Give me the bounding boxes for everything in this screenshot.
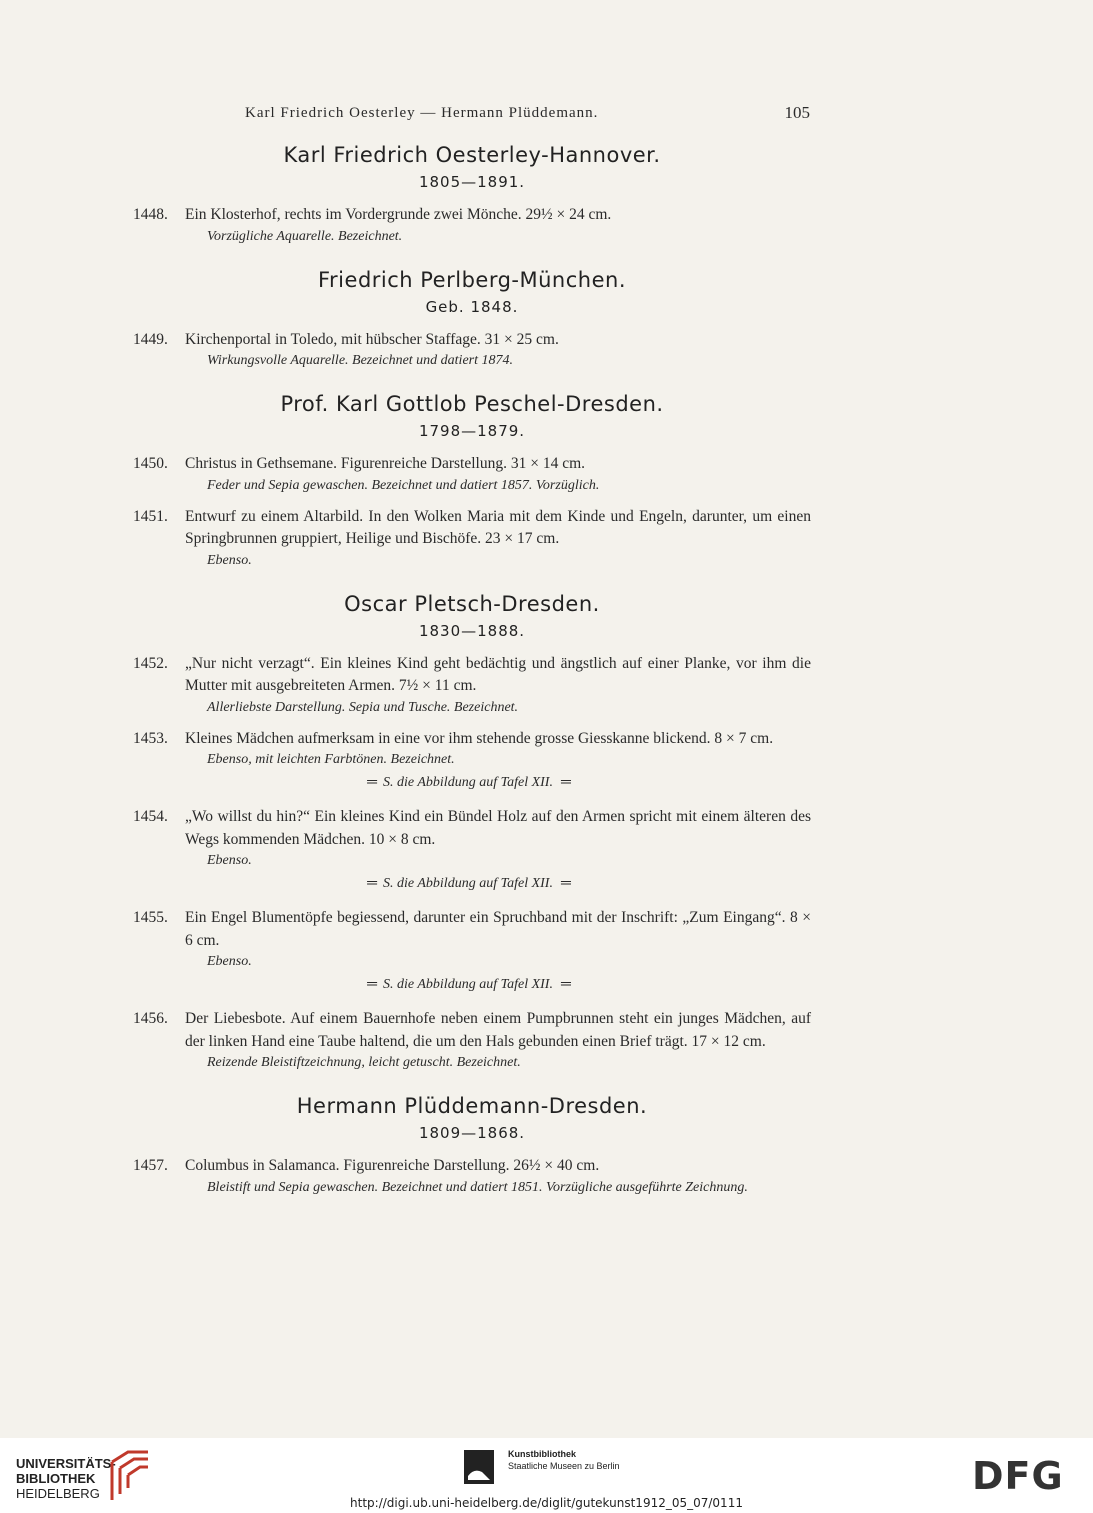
page-header (245, 103, 810, 127)
library-name-line: UNIVERSITÄTS- (16, 1456, 116, 1471)
artist-heading: Prof. Karl Gottlob Peschel-Dresden. (280, 392, 664, 416)
catalog-content (133, 140, 811, 1198)
artist-section (133, 265, 811, 319)
entry-text: Kirchenportal in Toledo, mit hübscher Staffage. 31 × 25 cm. (185, 330, 559, 348)
artist-heading: Oscar Pletsch-Dresden. (344, 591, 600, 616)
entry-note: Feder und Sepia gewaschen. Bezeichnet und datiert 1857. Vorzüglich. (207, 477, 600, 493)
entry-text: Entwurf zu einem Altarbild. In den Wolken Maria mit dem Kinde und Engeln, darunter, um einen Springbrunnen gruppiert, Heilige und Bischöfe. 23 × 17 cm. (185, 507, 811, 547)
page-number: 105 (784, 103, 810, 122)
entry-note: Ebenso. (207, 954, 252, 969)
artist-heading: Karl Friedrich Oesterley-Hannover. (283, 143, 661, 167)
kunstbibliothek-logo[interactable] (508, 1448, 620, 1472)
plate-reference: ═ S. die Abbildung auf Tafel XII. ═ (185, 871, 811, 897)
library-name-line: BIBLIOTHEK (16, 1471, 96, 1486)
entry-text: „Nur nicht verzagt“. Ein kleines Kind geht bedächtig und ängstlich auf einer Planke, vor ihm die Mutter mit ausgebreiteten Armen. 7½ × 11 cm. (185, 654, 811, 694)
plate-reference: ═ S. die Abbildung auf Tafel XII. ═ (185, 770, 811, 796)
entry-note: Bleistift und Sepia gewaschen. Bezeichnet und datiert 1851. Vorzügliche ausgeführte Zeichnung. (207, 1179, 748, 1195)
entry-number: 1450. (133, 455, 168, 472)
entry-text: Der Liebesbote. Auf einem Bauernhofe neben einem Pumpbrunnen steht ein junges Mädchen, auf der linken Hand eine Taube haltend, die um den Hals gebunden einen Brief trägt. 17 × 12 cm. (185, 1010, 811, 1050)
entry-number: 1455. (133, 909, 168, 926)
university-library-logo[interactable] (16, 1456, 116, 1501)
kb-institution: Staatliche Museen zu Berlin (508, 1461, 620, 1471)
entry-text: Ein Engel Blumentöpfe begiessend, darunter ein Spruchband mit der Inschrift: „Zum Eingang“. 8 × 6 cm. (185, 909, 811, 949)
entry-number: 1454. (133, 808, 168, 825)
entry-note: Ebenso, mit leichten Farbtönen. Bezeichnet. (207, 752, 455, 767)
catalog-entry (133, 653, 811, 718)
artist-section (133, 140, 811, 194)
entry-note: Allerliebste Darstellung. Sepia und Tusche. Bezeichnet. (207, 699, 519, 715)
artist-dates: 1830—1888. (418, 621, 526, 640)
artist-heading: Hermann Plüddemann-Dresden. (296, 1094, 648, 1118)
artist-heading: Friedrich Perlberg-München. (318, 267, 626, 292)
catalog-entry (133, 907, 811, 998)
artist-section (133, 1091, 811, 1145)
entry-text: „Wo willst du hin?“ Ein kleines Kind ein Bündel Holz auf den Armen spricht mit einem älteren des Wegs kommenden Mädchen. 10 × 8 cm. (185, 808, 811, 848)
entry-number: 1451. (133, 507, 168, 525)
entry-number: 1456. (133, 1010, 168, 1027)
artist-dates: 1798—1879. (418, 422, 526, 440)
dfg-logo[interactable]: DFG (972, 1454, 1064, 1498)
digitization-footer (0, 1438, 1093, 1513)
artist-dates: Geb. 1848. (425, 297, 519, 316)
entry-note: Reizende Bleistiftzeichnung, leicht getuscht. Bezeichnet. (207, 1055, 521, 1070)
kb-name: Kunstbibliothek (508, 1449, 576, 1459)
entry-note: Vorzügliche Aquarelle. Bezeichnet. (207, 228, 403, 244)
kunstbibliothek-emblem-icon (464, 1450, 494, 1484)
entry-number: 1457. (133, 1157, 168, 1174)
catalog-entry (133, 1155, 811, 1198)
entry-number: 1448. (133, 206, 168, 223)
entry-text: Columbus in Salamanca. Figurenreiche Darstellung. 26½ × 40 cm. (185, 1157, 600, 1174)
catalog-entry (133, 204, 811, 247)
catalog-entry (133, 728, 811, 797)
entry-text: Christus in Gethsemane. Figurenreiche Darstellung. 31 × 14 cm. (185, 455, 586, 472)
library-name-line: HEIDELBERG (16, 1486, 100, 1501)
entry-note: Ebenso. (207, 853, 252, 868)
artist-dates: 1809—1868. (418, 1124, 526, 1142)
catalog-entry (133, 806, 811, 897)
entry-text: Ein Klosterhof, rechts im Vordergrunde zwei Mönche. 29½ × 24 cm. (185, 206, 612, 223)
catalog-entry (133, 329, 811, 372)
entry-number: 1452. (133, 654, 168, 672)
entry-number: 1449. (133, 330, 168, 348)
catalog-entry (133, 1008, 811, 1073)
artist-dates: 1805—1891. (418, 173, 526, 191)
catalog-entry (133, 453, 811, 496)
plate-reference: ═ S. die Abbildung auf Tafel XII. ═ (185, 972, 811, 998)
catalog-entry (133, 506, 811, 571)
entry-text: Kleines Mädchen aufmerksam in eine vor ihm stehende grosse Giesskanne blickend. 8 × 7 cm. (185, 729, 774, 747)
running-title: Karl Friedrich Oesterley — Hermann Plüddemann. (245, 105, 599, 121)
entry-note: Wirkungsvolle Aquarelle. Bezeichnet und datiert 1874. (207, 353, 513, 368)
entry-number: 1453. (133, 729, 168, 747)
entry-note: Ebenso. (207, 552, 252, 568)
artist-section (133, 589, 811, 643)
source-url-link[interactable]: http://digi.ub.uni-heidelberg.de/diglit/gutekunst1912_05_07/0111 (350, 1496, 743, 1510)
artist-section (133, 389, 811, 443)
